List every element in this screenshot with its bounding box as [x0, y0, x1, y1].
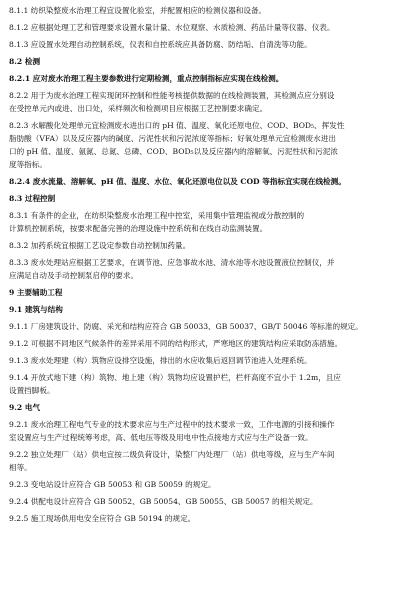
text-line: 8.2.1 应对废水治理工程主要参数进行定期检测，重点控制指标应实现在线检测。: [9, 74, 284, 83]
section-heading-9-1: 9.1 建筑与结构: [9, 305, 63, 314]
paragraph-8-1-3: [9, 38, 410, 51]
paragraph-8-3-3: [9, 256, 410, 282]
text-line: 8.3.2 加药系统宜根据工艺设定参数自动控制加药量。: [9, 241, 191, 250]
text-line: 设置挡脚板。: [9, 386, 55, 395]
paragraph-8-2-3: [9, 119, 410, 171]
text-line: 9.2.3 变电站设计应符合 GB 50053 和 GB 50059 的规定。: [9, 480, 216, 489]
paragraph-9-2-4: [9, 495, 410, 508]
paragraph-9-1-1: [9, 320, 410, 333]
paragraph-8-1-1: [9, 4, 410, 17]
text-line: 9.2.4 供配电设计应符合 GB 50052、GB 50054、GB 50055、GB 50057 的相关规定。: [9, 497, 318, 506]
text-line: 8.3.1 有条件的企业，在纺织染整废水治理工程中控室，采用集中管理监视或分散控制的: [9, 211, 305, 220]
text-line: 在受控单元内或进、出口处，采样频次和检测项目应根据工艺控制要求确定。: [9, 104, 268, 113]
paragraph-9-2-1: [9, 418, 410, 444]
text-line: 口的 pH 值、温度、氨氮、总氮、总磷、COD、BOD₅以及反应器内的溶解氧、污泥性状和污泥浓: [9, 147, 338, 156]
paragraph-8-1-2: [9, 21, 410, 34]
text-line: 8.3.3 废水处理站应根据工艺要求，在调节池、应急事故水池、清水池等水池设置液位控制仪，并: [9, 258, 335, 267]
text-line: 室设置应与生产过程统筹考虑，高、低电压等级及用电中性点接地方式应与生产设备一致。: [9, 433, 313, 442]
paragraph-8-2-1: [9, 72, 410, 85]
paragraph-8-2-2: [9, 89, 410, 115]
text-line: 9.1.2 可根据不同地区气候条件的差异采用不同的结构形式，严寒地区的建筑结构应采取防冻措施。: [9, 339, 343, 348]
text-line: 9.2.5 施工现场供用电安全应符合 GB 50194 的规定。: [9, 514, 196, 523]
text-line: 9.1.4 开放式地下建（构）筑物、地上建（构）筑物均应设置护栏，栏杆高度不宜小于 1.2m，且应: [9, 373, 341, 382]
paragraph-8-3-1: [9, 209, 410, 235]
text-line: 9.1.3 废水处理建（构）筑物应设排空设施，排出的水应收集后返回调节池进入处理系统。: [9, 356, 312, 365]
text-line: 脂肪酸（VFA）以及反应器内的碱度、污泥性状和污泥浓度等指标；好氧处理单元宜检测废水进出: [9, 134, 336, 143]
text-line: 8.1.2 应根据处理工艺和管理要求设置水量计量、水位观察、水质检测、药品计量等仪器、仪表。: [9, 23, 335, 32]
text-line: 计算机控制系统，按要求配备完善的治理设施中控系统和在线自动监测装置。: [9, 224, 268, 233]
text-line: 9.2.2 独立处理厂（站）供电宜按二级负荷设计，染整厂内处理厂（站）供电等级，应与生产车间: [9, 450, 335, 459]
text-line: 8.2.2 用于为废水治理工程实现闭环控制和性能考核提供数据的在线检测装置，其检测点应分别设: [9, 91, 335, 100]
paragraph-9-1-4: [9, 371, 410, 397]
paragraph-9-1-3: [9, 354, 410, 367]
text-line: 8.1.3 应设置水处理自动控制系统，仪表和自控系统应具备防腐、防结垢、自清洗等功能。: [9, 40, 312, 49]
paragraph-8-3-2: [9, 239, 410, 252]
chapter-heading-9: 9 主要辅助工程: [9, 288, 63, 297]
paragraph-8-2-4: [9, 175, 410, 188]
text-line: 相等。: [9, 463, 32, 472]
paragraph-9-2-2: [9, 448, 410, 474]
text-line: 度等指标。: [9, 160, 47, 169]
paragraph-9-2-3: [9, 478, 410, 491]
text-line: 8.2.4 废水流量、溶解氧、pH 值、温度、水位、氧化还原电位以及 COD 等指标宜实现在线检测。: [9, 177, 346, 186]
paragraph-9-1-2: [9, 337, 410, 350]
section-heading-8-3: 8.3 过程控制: [9, 194, 56, 203]
text-line: 应满足自动及手动控制泵启停的要求。: [9, 271, 139, 280]
paragraph-9-2-5: [9, 512, 410, 525]
text-line: 8.1.1 纺织染整废水治理工程宜设置化验室，并配置相应的检测仪器和设备。: [9, 6, 267, 15]
text-line: 9.2.1 废水治理工程电气专业的技术要求应与生产过程中的技术要求一致，工作电源的引接和操作: [9, 420, 335, 429]
text-line: 8.2.3 水解酸化处理单元宜检测废水进出口的 pH 值、温度、氧化还原电位、COD、BOD₅、挥发性: [9, 121, 345, 130]
text-line: 9.1.1 厂房建筑设计、防腐、采光和结构应符合 GB 50033、GB 50037、GB/T 50046 等标准的规定。: [9, 322, 363, 331]
section-heading-8-2: 8.2 检测: [9, 57, 41, 66]
section-heading-9-2: 9.2 电气: [9, 403, 41, 412]
